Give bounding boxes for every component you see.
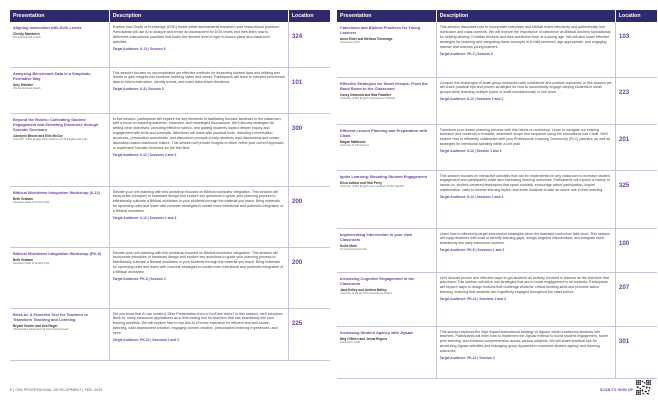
table-row — [10, 186, 330, 247]
header-description: Description — [109, 10, 288, 22]
table-row — [337, 124, 657, 170]
table-row — [10, 308, 330, 360]
presentation-cell — [10, 67, 109, 113]
presenter-affiliation: Instructor of LS and US Instructional Coach — [340, 291, 392, 295]
table-row — [337, 22, 657, 77]
session-title: Biblical Worldview Integration Workshop (PK-5) — [13, 250, 102, 256]
presentation-cell — [10, 186, 109, 247]
room-number: 223 — [618, 88, 630, 96]
target-audience: Target Audience: PK-5 | Sessions 1 and 2 — [439, 248, 505, 253]
location-cell — [615, 228, 657, 272]
presenter-name: Christy Martavich — [13, 32, 40, 37]
description-cell — [109, 308, 288, 360]
presentation-cell — [337, 326, 436, 378]
target-audience: Target Audience: 6-12 | Sessions 1 and 3 — [112, 216, 177, 221]
session-description: This session focuses on uncomplicated yet effective methods for dissecting student data and utilizing test results to gain insights into students' learning styles and needs. Participants will learn to interpret benchmark data to inform instruction, identify trends, and make data-driven decisions. — [112, 70, 285, 85]
session-title: Analyzing Benchmark Data in a Simplistic, Formative Way — [13, 70, 92, 81]
presenter-name: Erica Adkins and Hoti Perry — [340, 180, 382, 185]
right-page — [337, 10, 657, 379]
location-cell — [288, 22, 330, 67]
table-row — [337, 228, 657, 272]
presenter-name: Beth Graham — [13, 257, 34, 262]
presenter-name: Kellie Mark — [340, 243, 357, 248]
session-description: This session explores the high impact instructional strategy of Jigsaw, which transforms students into teachers. Participants will learn how to implement the Jigsaw method to boost student engagement, foster peer learning, and enhance comprehension across various subjects. We will share practical tips for structuring Jigsaw activities and managing group dynamics to maximize student agency and learning outcomes. — [439, 329, 608, 354]
presentation-cell — [337, 22, 436, 77]
presenter-affiliation: Instructors of PK — [340, 41, 360, 45]
table-row — [10, 22, 330, 67]
footer-scan-label: SCAN TO SIGN UP — [600, 388, 634, 392]
description-cell — [436, 326, 615, 378]
presentation-cell — [337, 124, 436, 170]
header-location: Location — [288, 10, 330, 22]
description-cell — [436, 170, 615, 228]
session-description: Let's discuss proven and effective ways to get students as actively involved in lessons as the teachers that plan them! This session will delve into strategies that are to boost engagement in all contexts. Participants will explore ways to design lessons that challenge students' critical thinking skills and promote active learning, ensuring that students are cognitively engaged throughout the class period. — [439, 275, 609, 295]
session-description: This session focuses on interactive activities that can be implemented in any classroom to increase student engagement and participation while also increasing learning outcomes. Participants will explore a variety of hands-on, student-centered techniques that spark curiosity, encourage active participation, inspire collaboration, cater to diverse learning styles, and invite students to take an active role in their learning. — [439, 173, 610, 193]
footer-page-info: 8 | CPA PROFESSIONAL DEVELOPMENT | FEB. 2025 — [10, 388, 103, 392]
room-number: 207 — [618, 283, 630, 291]
presentation-cell — [10, 247, 109, 308]
description-cell — [109, 247, 288, 308]
location-cell — [615, 77, 657, 124]
location-cell — [288, 308, 330, 360]
left-session-rows — [10, 22, 330, 360]
table-row — [337, 272, 657, 326]
presenter-affiliation: Assistant Head of School (US) — [13, 261, 50, 265]
session-title: Implementing Intervention in your Own Classroom — [340, 231, 413, 242]
session-title: Effective Strategies for Small Groups: From the Band Room to the Classroom — [340, 80, 428, 91]
session-title: Aligning Instruction with DOK Levels — [13, 25, 82, 30]
presenter-affiliation: US Assistant Head and US Instructional Coach — [13, 327, 69, 331]
room-number: 225 — [291, 319, 303, 327]
presenter-affiliation: Assistant Head of School (US) — [13, 200, 50, 204]
location-cell — [288, 67, 330, 113]
presenter-affiliation: US Instructional Coach — [13, 86, 41, 90]
target-audience: Target Audience: 5-12 | Sessions 1 and 3 — [439, 195, 504, 200]
right-session-table — [337, 10, 657, 379]
target-audience: Target Audience: 6-12 | Sessions 1 and 2 — [439, 97, 504, 102]
room-number: 300 — [291, 124, 303, 132]
presenter-name: Meg O'Brien and Jenna Rogers — [340, 336, 388, 341]
room-number: 324 — [291, 33, 303, 40]
presenter-name: Carolynn Brown and Ellie McCue — [13, 133, 63, 138]
session-description: In this session, participants will explore the key elements of facilitating Socratic seminars in the classroom, with a focus on fostering authentic, balanced, and meaningful discussions. We'll discuss strategies for setting clear objectives, providing effective rubrics, and guiding students toward deeper inquiry and engagement with texts and concepts. Attendees will leave with practical tools, including conversation structures, preparation worksheets, and discussion prompts to help students lead discussions and create discussion-based classroom culture. This session will provide insights to either refine your current approach or implement Socratic Seminars for the first time. — [112, 116, 284, 151]
qr-code-icon[interactable] — [636, 380, 651, 395]
session-title: Biblical Worldview Integration Workshop (6-12) — [13, 189, 100, 195]
presenter-name: Beth Graham — [13, 196, 34, 201]
presenter-name: Megan Matthews — [340, 139, 366, 144]
presenter-name: Casey Dinocola and Max Falwider — [340, 92, 392, 97]
description-cell — [109, 22, 288, 67]
session-description: Elevate your unit planning with this workshop focused on Biblical worldview integration. This session will incorporate principles of backward design and explore key questions to guide your planning process to intentionally cultivate a Biblical worldview in your students through the material you teach. Bring materials for upcoming units and leave with concrete strategies to create more intentional and authentic integration of a Biblical worldview. — [112, 189, 284, 214]
presenter-affiliation: Instructor of MS English and Instructor of MS Spanish — [340, 184, 404, 188]
session-title: Ignite Learning: Boosting Student Engagement — [340, 173, 428, 179]
target-audience: Target Audience: 6-12 | Session 1 and 3 — [439, 149, 502, 154]
target-audience: Target Audience: K-8 | Session 3 — [112, 87, 164, 92]
presenter-affiliation: Instructor of US Science — [340, 143, 369, 147]
room-number: 100 — [618, 239, 630, 247]
presenter-name: Anna Elder and Melissa Temmings — [340, 37, 393, 42]
location-cell — [615, 170, 657, 228]
table-row — [337, 77, 657, 124]
presentation-cell — [10, 113, 109, 186]
session-title: Brisk AI: A Powerful Tool for Teachers to Transform Teaching and Learning — [13, 311, 88, 322]
table-header-row — [337, 10, 657, 22]
header-presentation: Presentation — [10, 10, 109, 22]
session-title: Catechism and Biblical Practices for Young Learners — [340, 25, 421, 36]
table-row — [10, 113, 330, 186]
session-title: Increasing Cognitive Engagement in the Classroom — [340, 275, 415, 286]
presentation-cell — [337, 77, 436, 124]
target-audience: Target Audience: PK-12 | Sessions 2 and 3 — [439, 297, 507, 302]
table-row — [10, 247, 330, 308]
description-cell — [436, 124, 615, 170]
description-cell — [436, 22, 615, 77]
session-description: Elevate your unit planning with this workshop focused on Biblical worldview integration. This session will incorporate principles of backward design and explore key questions to guide your planning process to intentionally cultivate a Biblical worldview in your students through the material you teach. Bring materials for upcoming units and leave with concrete strategies to create more intentional and authentic integration of a Biblical worldview. — [112, 250, 284, 275]
description-cell — [436, 228, 615, 272]
location-cell — [615, 326, 657, 378]
target-audience: Target Audience: PK-12 | Session 2 — [439, 356, 495, 361]
header-presentation: Presentation — [337, 10, 436, 22]
location-cell — [288, 247, 330, 308]
presenter-affiliation: MS Instructional Coach — [13, 36, 41, 40]
description-cell — [109, 67, 288, 113]
presenter-affiliation: Instructors of MS — [340, 340, 361, 344]
session-description: Conquer the challenges of small group instruction with confidence and positive outcomes! In this session we will share practical tips and proven strategies for how to successfully engage varying students in small groups while teaching multiple topics or skills simultaneously in one room. — [439, 80, 612, 95]
session-title: Increasing Student Agency with Jigsaw — [340, 329, 413, 335]
room-number: 200 — [291, 197, 303, 205]
location-cell — [288, 186, 330, 247]
right-session-rows — [337, 22, 657, 378]
presentation-cell — [10, 22, 109, 67]
presenter-affiliation: LS Instructional Coach — [340, 247, 368, 251]
left-session-table — [10, 10, 330, 361]
presentation-cell — [10, 308, 109, 360]
room-number: 201 — [618, 135, 630, 143]
presentation-cell — [337, 228, 436, 272]
header-description: Description — [436, 10, 615, 22]
session-description: This session discusses how to incorporate catechism and biblical truths effectively and authentically into curriculum and class contexts. We will explore the importance of catechism as Biblical doctrine foundational for helping develop Christian thinkers and their worldview even at a young age. We will also share effective strategies for teaching and integrating these concepts in a child-centered, age-appropriate, and engaging manner that reaches young learners. — [439, 25, 611, 49]
location-cell — [615, 22, 657, 77]
room-number: 103 — [618, 33, 630, 40]
presenter-affiliation: Instructor of MS English and Director of Bands — [340, 96, 396, 100]
location-cell — [615, 272, 657, 326]
presenter-name: Amy Webster — [13, 82, 34, 87]
presenter-name: Bryant Gunter and Ava Roger — [13, 323, 58, 328]
session-description: Did you know that AI can create a Slide Presentation from a YouTube video? In this session, we'll introduce Brisk AI, many classroom applications as a time-saving tool for teachers that has seamlessly into your existing workflow. We will explore how to use this AI Chrome extension for efficient and well-known planning, valid assessment creation, engaging content creation, personalized learning experiences, and more. — [112, 311, 283, 336]
presenter-affiliation: Instructor of MS English and Instructor of US English and Latin — [13, 137, 88, 141]
description-cell — [436, 77, 615, 124]
table-row — [10, 67, 330, 113]
session-description: Explore how Depth of Knowledge (DOK) levels within assessments transform your instructional practices. Participants will use AI to analyze and revise an assessment for DOK levels and then learn how to determine instructional practices that foster the desired level of rigor in lesson plans and classroom activities. — [112, 25, 281, 44]
location-cell — [288, 113, 330, 186]
description-cell — [109, 113, 288, 186]
header-location: Location — [615, 10, 657, 22]
session-description: Learn how to effectively target intervention strategies when the standard curriculum falls short. This session will equip teachers with tools to identify learning gaps, design targeted interventions, and integrate them seamlessly into daily classroom routines. — [439, 231, 611, 246]
left-page — [10, 10, 330, 361]
target-audience: Target Audience: PK-12 | Sessions 1 and 3 — [112, 338, 180, 343]
room-number: 200 — [291, 258, 303, 266]
room-number: 101 — [291, 78, 303, 86]
description-cell — [436, 272, 615, 326]
session-title: Beyond the Rubric: Cultivating Student Engagement and Elevating Discourse through Socratic Seminars — [13, 116, 99, 132]
table-header-row — [10, 10, 330, 22]
target-audience: Target Audience: PK-5 | Session 2 — [112, 277, 166, 282]
table-row — [337, 170, 657, 228]
session-title: Efficient Lesson Planning and Preparation with Chalk — [340, 127, 428, 138]
target-audience: Target Audience: PK-2 | Session 3 — [439, 51, 493, 56]
presentation-cell — [337, 170, 436, 228]
description-cell — [109, 186, 288, 247]
table-row — [337, 326, 657, 378]
room-number: 325 — [618, 181, 630, 189]
target-audience: Target Audience: 6-12 | Sessions 2 and 3 — [112, 153, 177, 158]
location-cell — [615, 124, 657, 170]
session-description: Transform your lesson planning process with this hands-on workshop. Learn to navigate our existing schedule and construct a reusable, shareable scope and sequence using the educational tool Chalk. We'll explore how to efficiently collaborate with your Professional Learning Community (PLC) partners, as well as strategies for intentional spiraling within a unit plan. — [439, 127, 611, 147]
presenter-name: Jana Kelley and Andrea Malloy — [340, 287, 387, 292]
room-number: 301 — [618, 337, 630, 345]
target-audience: Target Audience: K-12 | Session 3 — [112, 46, 166, 51]
presentation-cell — [337, 272, 436, 326]
